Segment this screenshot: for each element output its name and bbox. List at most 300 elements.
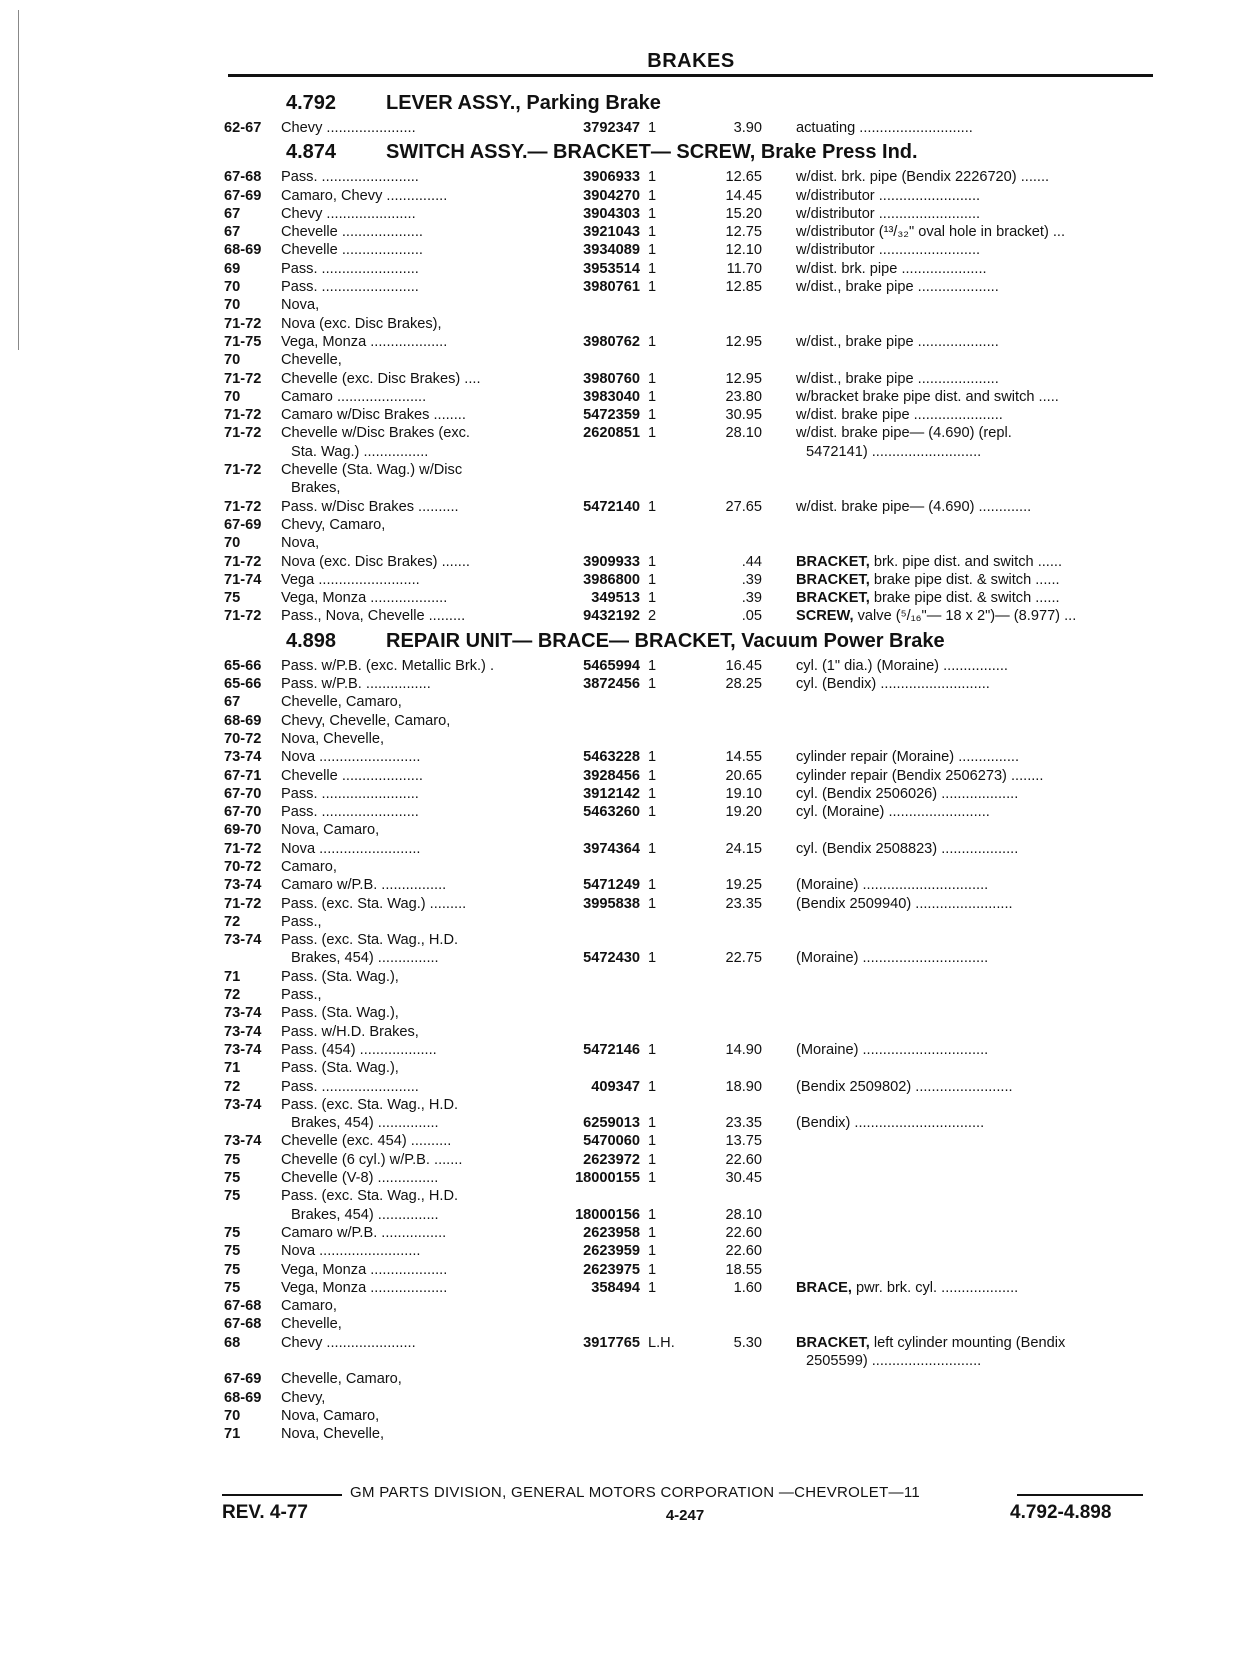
- model-line: Camaro ......................: [281, 388, 427, 405]
- model-line: Chevy ......................: [281, 205, 416, 222]
- model-line: Pass. ........................: [281, 169, 419, 186]
- model-line: Pass. (Sta. Wag.),: [281, 1005, 399, 1022]
- part-row: [224, 1004, 1160, 1022]
- quantity: 1: [648, 877, 657, 894]
- model-years: 70: [224, 535, 241, 552]
- models: [281, 388, 546, 406]
- models: [281, 821, 546, 839]
- description: [796, 223, 1148, 241]
- description: [796, 785, 1148, 803]
- description: [796, 119, 1148, 137]
- part-number: 6259013: [583, 1115, 640, 1132]
- description-line: (Moraine) ...............................: [796, 877, 989, 894]
- models: [281, 370, 546, 388]
- model-line: Pass. w/Disc Brakes ..........: [281, 498, 459, 515]
- section-title: REPAIR UNIT— BRACE— BRACKET, Vacuum Power Brake: [386, 629, 945, 652]
- description-line: BRACKET, brake pipe dist. & switch ......: [796, 571, 1060, 588]
- price: 12.65: [725, 169, 762, 186]
- quantity: 1: [648, 187, 657, 204]
- models: [281, 187, 546, 205]
- price: 18.90: [725, 1078, 762, 1095]
- model-years: 71-72: [224, 315, 262, 332]
- footer-page-number: 4-247: [665, 1507, 705, 1524]
- description-line: w/distributor (¹³/₃₂" oval hole in bracket) ...: [796, 224, 1066, 241]
- quantity: 1: [648, 1206, 657, 1223]
- model-line: Pass. (454) ...................: [281, 1041, 437, 1058]
- part-row: [224, 693, 1160, 711]
- description: [796, 840, 1148, 858]
- model-years: 69: [224, 260, 241, 277]
- model-line: Chevelle,: [281, 1316, 342, 1333]
- model-years: 68-69: [224, 1389, 262, 1406]
- model-line: Pass. ........................: [281, 804, 419, 821]
- models: [281, 895, 546, 913]
- part-row: [224, 571, 1160, 589]
- part-row: [224, 424, 1160, 461]
- description: [796, 205, 1148, 223]
- model-years: 73-74: [224, 749, 262, 766]
- part-row: [224, 785, 1160, 803]
- part-row: [224, 895, 1160, 913]
- model-years: 67-71: [224, 767, 262, 784]
- model-years: 71-72: [224, 370, 262, 387]
- model-line: Chevelle ....................: [281, 224, 423, 241]
- description: [796, 571, 1148, 589]
- price: .39: [741, 571, 762, 588]
- price: 20.65: [725, 767, 762, 784]
- model-years: 67-68: [224, 169, 262, 186]
- models: [281, 315, 546, 333]
- models: [281, 1059, 546, 1077]
- models: [281, 1187, 546, 1224]
- quantity: 1: [648, 1133, 657, 1150]
- part-row: [224, 498, 1160, 516]
- part-number: 5463228: [583, 749, 640, 766]
- part-number: 3872456: [583, 676, 640, 693]
- model-line: Chevelle,: [281, 352, 342, 369]
- part-row: [224, 1315, 1160, 1333]
- price: 13.75: [725, 1133, 762, 1150]
- part-row: [224, 315, 1160, 333]
- part-number: 9432192: [583, 608, 640, 625]
- model-line: Vega, Monza ...................: [281, 1261, 448, 1278]
- model-line: Vega .........................: [281, 571, 420, 588]
- description: [796, 424, 1148, 461]
- description-line: (Moraine) ...............................: [796, 950, 989, 967]
- part-number: 5472146: [583, 1041, 640, 1058]
- model-line: Nova,: [281, 535, 320, 552]
- model-line: Chevelle, Camaro,: [281, 1371, 402, 1388]
- description: [796, 1096, 1148, 1133]
- section-header: [224, 137, 1160, 168]
- price: 28.10: [725, 425, 762, 442]
- footer-rule-right: [1017, 1494, 1143, 1496]
- models: [281, 1334, 546, 1352]
- part-number: 3934089: [583, 242, 640, 259]
- models: [281, 553, 546, 571]
- models: [281, 1078, 546, 1096]
- model-line: Nova .........................: [281, 1243, 421, 1260]
- part-row: [224, 931, 1160, 968]
- part-number: 5472430: [583, 950, 640, 967]
- quantity: 1: [648, 1279, 657, 1296]
- model-years: 67-69: [224, 1371, 262, 1388]
- description-line: BRACE, pwr. brk. cyl. ...................: [796, 1279, 1019, 1296]
- model-years: 75: [224, 1188, 241, 1205]
- model-line: Nova (exc. Disc Brakes),: [281, 315, 442, 332]
- models: [281, 1151, 546, 1169]
- description-line: w/dist., brake pipe ....................: [796, 333, 999, 350]
- part-row: [224, 1389, 1160, 1407]
- part-row: [224, 406, 1160, 424]
- quantity: 1: [648, 120, 657, 136]
- section-number: 4.792: [286, 92, 337, 114]
- part-row: [224, 119, 1160, 137]
- model-line: Nova .........................: [281, 840, 421, 857]
- description: [796, 168, 1148, 186]
- model-years: 75: [224, 590, 241, 607]
- description-line: actuating ............................: [796, 120, 973, 136]
- part-row: [224, 1023, 1160, 1041]
- description: [796, 1279, 1148, 1297]
- models: [281, 693, 546, 711]
- part-number: 3980762: [583, 333, 640, 350]
- part-row: [224, 1132, 1160, 1150]
- model-years: 62-67: [224, 120, 262, 136]
- models: [281, 1297, 546, 1315]
- price: 12.75: [725, 224, 762, 241]
- price: 18.55: [725, 1261, 762, 1278]
- part-row: [224, 1261, 1160, 1279]
- part-row: [224, 712, 1160, 730]
- models: [281, 767, 546, 785]
- price: 19.10: [725, 785, 762, 802]
- part-row: [224, 461, 1160, 498]
- price: 23.35: [725, 1115, 762, 1132]
- models: [281, 1407, 546, 1425]
- description: [796, 498, 1148, 516]
- model-years: 70: [224, 297, 241, 314]
- description: [796, 1041, 1148, 1059]
- part-number: 3995838: [583, 895, 640, 912]
- part-row: [224, 589, 1160, 607]
- model-years: 75: [224, 1261, 241, 1278]
- models: [281, 1023, 546, 1041]
- quantity: 1: [648, 388, 657, 405]
- price: 22.60: [725, 1224, 762, 1241]
- price: .05: [741, 608, 762, 625]
- quantity: 1: [648, 1041, 657, 1058]
- model-years: 73-74: [224, 1023, 262, 1040]
- model-years: 71-72: [224, 425, 262, 442]
- part-row: [224, 1407, 1160, 1425]
- quantity: 1: [648, 1261, 657, 1278]
- models: [281, 858, 546, 876]
- part-number: 18000155: [575, 1170, 640, 1187]
- model-line: Camaro w/Disc Brakes ........: [281, 407, 466, 424]
- description: [796, 876, 1148, 894]
- model-line: Pass. w/P.B. (exc. Metallic Brk.) .: [281, 657, 495, 674]
- models: [281, 589, 546, 607]
- models: [281, 1132, 546, 1150]
- model-years: 72: [224, 987, 241, 1004]
- description: [796, 931, 1148, 968]
- description: [796, 607, 1148, 625]
- model-line: Vega, Monza ...................: [281, 333, 448, 350]
- model-years: 71-72: [224, 895, 262, 912]
- description: [796, 241, 1148, 259]
- part-number: 2623972: [583, 1151, 640, 1168]
- quantity: 1: [648, 895, 657, 912]
- page-title: BRAKES: [647, 50, 735, 72]
- model-years: 67: [224, 694, 241, 711]
- models: [281, 1425, 546, 1443]
- price: 16.45: [725, 657, 762, 674]
- model-years: 71-72: [224, 498, 262, 515]
- price: 12.95: [725, 333, 762, 350]
- quantity: 1: [648, 279, 657, 296]
- part-number: 3909933: [583, 553, 640, 570]
- quantity: 1: [648, 676, 657, 693]
- footer-rule-left: [222, 1494, 342, 1496]
- description: [796, 370, 1148, 388]
- models: [281, 1041, 546, 1059]
- model-years: 72: [224, 913, 241, 930]
- description-line: (Bendix) ................................: [796, 1115, 985, 1132]
- model-years: 71-72: [224, 608, 262, 625]
- model-years: 70: [224, 352, 241, 369]
- models: [281, 241, 546, 259]
- models: [281, 1169, 546, 1187]
- model-line: Pass. ........................: [281, 279, 419, 296]
- part-row: [224, 205, 1160, 223]
- part-row: [224, 1096, 1160, 1133]
- model-years: 67-70: [224, 785, 262, 802]
- description-line: cyl. (1" dia.) (Moraine) ................: [796, 657, 1008, 674]
- part-number: 18000156: [575, 1206, 640, 1223]
- model-line: Chevelle ....................: [281, 242, 423, 259]
- description-line: cyl. (Bendix) ...........................: [796, 676, 990, 693]
- part-row: [224, 748, 1160, 766]
- part-row: [224, 675, 1160, 693]
- model-years: 73-74: [224, 1005, 262, 1022]
- model-line: Nova .........................: [281, 749, 421, 766]
- price: 15.20: [725, 205, 762, 222]
- model-line: Pass. ........................: [281, 1078, 419, 1095]
- part-row: [224, 1187, 1160, 1224]
- parts-list: [224, 88, 1160, 1443]
- model-line: Chevy, Camaro,: [281, 516, 386, 533]
- description-line: cyl. (Bendix 2506026) ...................: [796, 785, 1019, 802]
- description-line: w/dist., brake pipe ....................: [796, 279, 999, 296]
- model-years: 73-74: [224, 1096, 262, 1113]
- part-row: [224, 1224, 1160, 1242]
- models: [281, 571, 546, 589]
- description: [796, 187, 1148, 205]
- model-line: Camaro w/P.B. ................: [281, 1224, 447, 1241]
- quantity: 1: [648, 657, 657, 674]
- part-number: 3980760: [583, 370, 640, 387]
- part-row: [224, 241, 1160, 259]
- quantity: 1: [648, 950, 657, 967]
- model-years: 73-74: [224, 932, 262, 949]
- part-number: 5465994: [583, 657, 640, 674]
- models: [281, 730, 546, 748]
- models: [281, 424, 546, 461]
- model-years: 75: [224, 1170, 241, 1187]
- part-row: [224, 840, 1160, 858]
- model-line: Nova, Chevelle,: [281, 1426, 385, 1443]
- model-line: Brakes,: [291, 480, 341, 497]
- models: [281, 840, 546, 858]
- quantity: 1: [648, 425, 657, 442]
- part-row: [224, 1242, 1160, 1260]
- description-line: [796, 931, 1148, 949]
- description: [796, 553, 1148, 571]
- model-years: 67-68: [224, 1298, 262, 1315]
- part-number: 3980761: [583, 279, 640, 296]
- model-line: Chevelle (exc. Disc Brakes) ....: [281, 370, 481, 387]
- model-line: Sta. Wag.) ................: [291, 443, 429, 460]
- quantity: 2: [648, 608, 657, 625]
- description-line: w/dist. brk. pipe .....................: [796, 260, 987, 277]
- description: [796, 895, 1148, 913]
- part-row: [224, 260, 1160, 278]
- models: [281, 461, 546, 498]
- quantity: 1: [648, 785, 657, 802]
- part-number: 3904303: [583, 205, 640, 222]
- description-line: cylinder repair (Bendix 2506273) ........: [796, 767, 1044, 784]
- model-line: Chevelle (6 cyl.) w/P.B. .......: [281, 1151, 463, 1168]
- part-row: [224, 913, 1160, 931]
- model-line: Pass. w/P.B. ................: [281, 676, 431, 693]
- part-number: 3986800: [583, 571, 640, 588]
- description: [796, 657, 1148, 675]
- models: [281, 534, 546, 552]
- model-line: Chevelle ....................: [281, 767, 423, 784]
- part-row: [224, 986, 1160, 1004]
- part-number: 3928456: [583, 767, 640, 784]
- part-number: 2623975: [583, 1261, 640, 1278]
- price: 14.45: [725, 187, 762, 204]
- part-row: [224, 553, 1160, 571]
- model-line: Nova, Chevelle,: [281, 730, 385, 747]
- part-row: [224, 1169, 1160, 1187]
- model-line: Camaro,: [281, 858, 337, 875]
- model-line: Pass. (Sta. Wag.),: [281, 1060, 399, 1077]
- model-years: 65-66: [224, 657, 262, 674]
- model-years: 68: [224, 1334, 241, 1351]
- model-line: Chevelle, Camaro,: [281, 694, 402, 711]
- model-line: Chevy,: [281, 1389, 326, 1406]
- part-number: 3953514: [583, 260, 640, 277]
- part-number: 5470060: [583, 1133, 640, 1150]
- quantity: 1: [648, 1115, 657, 1132]
- description-line: w/distributor .........................: [796, 205, 981, 222]
- model-line: Pass., Nova, Chevelle .........: [281, 608, 466, 625]
- price: 24.15: [725, 840, 762, 857]
- quantity: 1: [648, 553, 657, 570]
- price: 3.90: [733, 120, 762, 136]
- title-rule: [228, 74, 1153, 77]
- part-number: 3983040: [583, 388, 640, 405]
- model-line: Nova, Camaro,: [281, 822, 380, 839]
- description-line: w/dist. brake pipe— (4.690) .............: [796, 498, 1032, 515]
- models: [281, 205, 546, 223]
- model-years: 75: [224, 1151, 241, 1168]
- model-years: 67-70: [224, 804, 262, 821]
- model-years: 68-69: [224, 242, 262, 259]
- model-line: Pass. ........................: [281, 785, 419, 802]
- price: 30.45: [725, 1170, 762, 1187]
- price: 22.60: [725, 1243, 762, 1260]
- models: [281, 1370, 546, 1388]
- model-line: Brakes, 454) ...............: [291, 950, 439, 967]
- model-line: Vega, Monza ...................: [281, 1279, 448, 1296]
- part-row: [224, 803, 1160, 821]
- description: [796, 406, 1148, 424]
- price: 22.60: [725, 1151, 762, 1168]
- price: 30.95: [725, 407, 762, 424]
- model-line: Camaro w/P.B. ................: [281, 877, 447, 894]
- models: [281, 803, 546, 821]
- description-line: cyl. (Bendix 2508823) ...................: [796, 840, 1019, 857]
- quantity: 1: [648, 260, 657, 277]
- part-row: [224, 1279, 1160, 1297]
- quantity: 1: [648, 407, 657, 424]
- model-line: Brakes, 454) ...............: [291, 1115, 439, 1132]
- models: [281, 498, 546, 516]
- models: [281, 607, 546, 625]
- price: 12.85: [725, 279, 762, 296]
- price: 23.35: [725, 895, 762, 912]
- description-line: w/dist., brake pipe ....................: [796, 370, 999, 387]
- description: [796, 767, 1148, 785]
- model-years: 73-74: [224, 877, 262, 894]
- models: [281, 1261, 546, 1279]
- description-line: w/bracket brake pipe dist. and switch .....: [796, 388, 1059, 405]
- price: .39: [741, 590, 762, 607]
- model-years: 72: [224, 1078, 241, 1095]
- models: [281, 351, 546, 369]
- model-line: Pass. (Sta. Wag.),: [281, 968, 399, 985]
- model-line: Vega, Monza ...................: [281, 590, 448, 607]
- models: [281, 223, 546, 241]
- quantity: 1: [648, 169, 657, 186]
- quantity: 1: [648, 1078, 657, 1095]
- model-line: Chevy, Chevelle, Camaro,: [281, 712, 451, 729]
- part-number: 5463260: [583, 804, 640, 821]
- description-line: BRACKET, brake pipe dist. & switch ......: [796, 590, 1060, 607]
- model-years: 73-74: [224, 1041, 262, 1058]
- part-row: [224, 858, 1160, 876]
- description-line: w/distributor .........................: [796, 242, 981, 259]
- part-row: [224, 1059, 1160, 1077]
- model-line: Pass. (exc. Sta. Wag., H.D.: [281, 932, 459, 949]
- model-years: 67-69: [224, 187, 262, 204]
- section-number: 4.898: [286, 629, 337, 652]
- part-row: [224, 534, 1160, 552]
- model-line: Chevy ......................: [281, 1334, 416, 1351]
- models: [281, 748, 546, 766]
- model-years: 71-72: [224, 553, 262, 570]
- part-number: 2623958: [583, 1224, 640, 1241]
- model-years: 71: [224, 1060, 241, 1077]
- part-number: 5472359: [583, 407, 640, 424]
- model-years: 71-72: [224, 407, 262, 424]
- models: [281, 168, 546, 186]
- part-row: [224, 278, 1160, 296]
